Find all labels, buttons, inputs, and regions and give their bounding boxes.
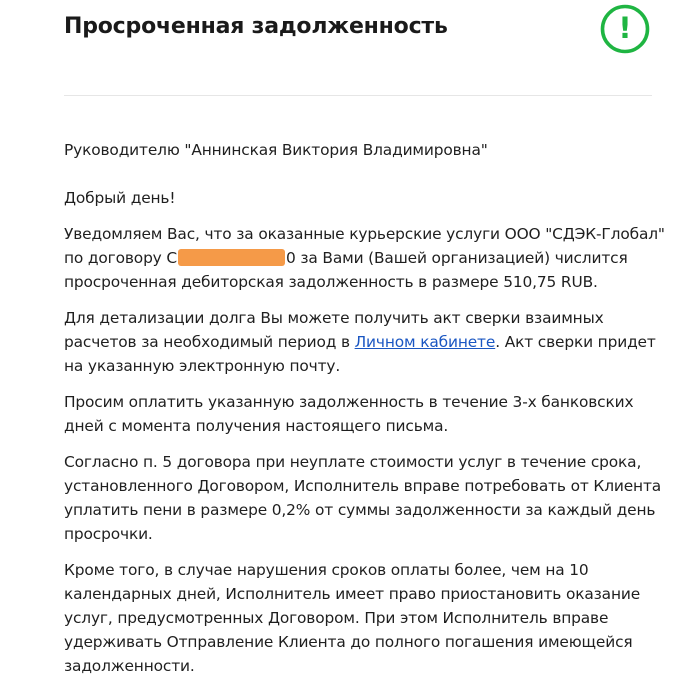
text-line: календарных дней, Исполнитель имеет право приостановить оказание: [64, 585, 641, 603]
text-line: Уведомляем Вас, что за оказанные курьерские услуги ООО "СДЭК-Глобал": [64, 225, 665, 243]
recipient-line: Руководителю "Аннинская Виктория Владимировна": [64, 141, 488, 159]
text-line: Для детализации долга Вы можете получить акт сверки взаимных: [64, 309, 604, 327]
text-line: Кроме того, в случае нарушения сроков оплаты более, чем на 10: [64, 561, 589, 579]
paragraph-reconciliation: [64, 306, 656, 378]
email-title: Просроченная задолженность: [64, 14, 448, 39]
text-line: [64, 246, 656, 270]
text-line: Согласно п. 5 договора при неуплате стоимости услуг в течение срока,: [64, 453, 642, 471]
text-line: просроченная дебиторская задолженность в размере 510,75 RUB.: [64, 273, 598, 291]
text-line: удерживать Отправление Клиента до полного погашения имеющейся: [64, 633, 633, 651]
text-line: уплатить пени в размере 0,2% от суммы задолженности за каждый день: [64, 501, 656, 519]
paragraph-suspension: [64, 558, 656, 678]
text-line: дней с момента получения настоящего письма.: [64, 417, 449, 435]
text-line: задолженности.: [64, 657, 195, 675]
paragraph-debt-notice: [64, 222, 665, 294]
text-segment: . Акт сверки придет: [495, 333, 656, 351]
text-line: услуг, предусмотренных Договором. При этом Исполнитель вправе: [64, 609, 609, 627]
text-line: на указанную электронную почту.: [64, 357, 341, 375]
text-line: Просим оплатить указанную задолженность в течение 3-х банковских: [64, 393, 634, 411]
text-segment: по договору С: [64, 249, 177, 267]
email-header: [64, 0, 652, 96]
exclamation-circle-icon: [600, 4, 650, 54]
paragraph-penalty: [64, 450, 662, 546]
exclamation-glyph: !: [618, 11, 632, 45]
text-line: просрочки.: [64, 525, 153, 543]
email-body: [64, 138, 665, 690]
redaction-mark: [178, 249, 285, 266]
text-segment: 0 за Вами (Вашей организацией) числится: [285, 249, 628, 267]
text-line: [64, 330, 656, 354]
paragraph-payment-request: [64, 390, 656, 438]
text-segment: расчетов за необходимый период в: [64, 333, 355, 351]
greeting: Добрый день!: [64, 189, 176, 207]
text-line: установленного Договором, Исполнитель вправе потребовать от Клиента: [64, 477, 662, 495]
personal-account-link[interactable]: Личном кабинете: [354, 333, 496, 351]
